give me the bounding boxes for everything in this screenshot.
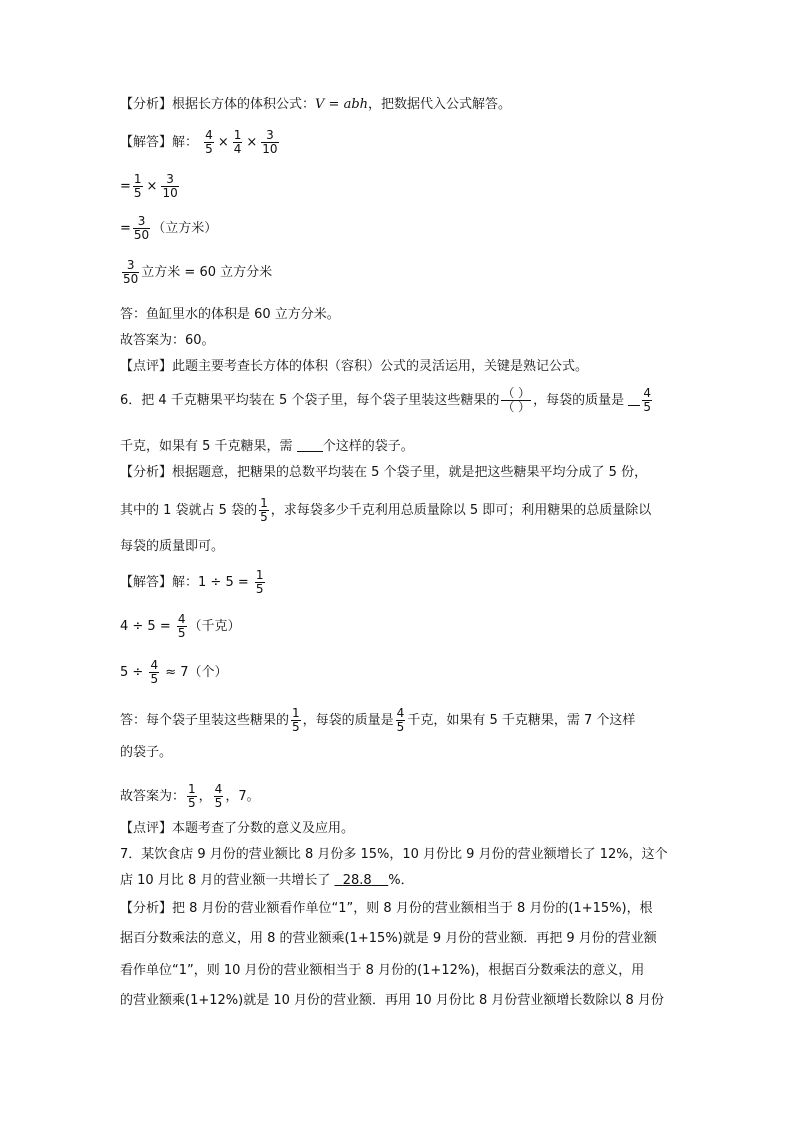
q7-analysis-line4: 的营业额乘(1+12%)就是 10 月份的营业额．再用 10 月份比 8 月份营业额增长数除以 8 月份: [120, 993, 664, 1008]
q6-solution-step1: 【解答】解：1 ÷ 5 = $\frac{1}{5}$: [120, 568, 264, 596]
q6-analysis-line1: 【分析】根据题意，把糖果的总数平均装在 5 个袋子里，就是把这些糖果平均分成了 5 份，: [120, 465, 648, 480]
section-label: 【点评】: [120, 359, 173, 374]
fraction: $\frac{3}{50}$: [123, 258, 139, 286]
fraction: $\frac{1}{5}$: [292, 706, 300, 734]
fraction: $\frac{4}{5}$: [643, 386, 651, 414]
q5-comment: 【点评】此题主要考查长方体的体积（容积）公式的灵活运用，关键是熟记公式。: [120, 359, 589, 374]
fraction: $\frac{1}{5}$: [188, 782, 196, 810]
q7-analysis-line3: 看作单位“1”，则 10 月份的营业额相当于 8 月份的(1+12%)，根据百分数乘法的意义，用: [120, 963, 645, 978]
section-label: 【解答】: [120, 575, 173, 590]
blank-underline: [297, 439, 323, 452]
fraction: $\frac{4}{5}$: [177, 612, 186, 640]
q6-answer: 答：每个袋子里装这些糖果的 $\frac{1}{5}$ ，每袋的质量是 $\frac{4}{5}$ 千克，如果有 5 千克糖果，需 7 个这样: [120, 706, 636, 734]
fraction: $\frac{3}{50}$: [133, 214, 150, 242]
q5-analysis: 【分析】根据长方体的体积公式：V = abh，把数据代入公式解答。: [120, 97, 512, 112]
q5-solution-step1: 【解答】解： $\frac{4}{5}$ × $\frac{1}{4}$ × $\frac{3}{10}$: [120, 128, 278, 156]
q6-final-answer: 故答案为： $\frac{1}{5}$ ， $\frac{4}{5}$ ，7。: [120, 782, 260, 810]
fraction: $\frac{1}{4}$: [233, 128, 242, 156]
q5-final-answer: 故答案为：60。: [120, 333, 215, 348]
section-label: 【分析】: [120, 97, 173, 112]
fraction: $\frac{1}{5}$: [255, 568, 264, 596]
fraction: $\frac{3}{10}$: [162, 172, 178, 200]
q6-analysis-line3: 每袋的质量即可。: [120, 539, 225, 554]
blank-underline: [628, 393, 640, 406]
q5-solution-step3: = $\frac{3}{50}$ （立方米）: [120, 214, 218, 242]
volume-formula: V = abh: [315, 97, 369, 112]
q5-solution-step4: $\frac{3}{50}$ 立方米 = 60 立方分米: [123, 258, 273, 286]
q7-answer: 28.8: [342, 873, 372, 888]
fraction: $\frac{1}{5}$: [133, 172, 142, 200]
q6-comment: 【点评】本题考查了分数的意义及应用。: [120, 821, 355, 836]
q7-analysis-line2: 据百分数乘法的意义，用 8 的营业额乘(1+15%)就是 9 月份的营业额．再把 9 月份的营业额: [120, 931, 657, 946]
q6-question: 6．把 4 千克糖果平均装在 5 个袋子里，每个袋子里装这些糖果的 $\frac{( )}{( )}$ ，每袋的质量是 $\frac{4}{5}$: [120, 386, 651, 414]
fraction: $\frac{1}{5}$: [260, 496, 268, 524]
q7-analysis-line1: 【分析】把 8 月份的营业额看作单位“1”，则 8 月份的营业额相当于 8 月份的(1+15%)，根: [120, 901, 653, 916]
q6-solution-step2: 4 ÷ 5 = $\frac{4}{5}$ （千克）: [120, 612, 241, 640]
q6-answer-cont: 的袋子。: [120, 745, 173, 760]
q7-question-line2: 店 10 月比 8 月的营业额一共增长了 28.8 %．: [120, 873, 414, 888]
fraction: $\frac{3}{10}$: [262, 128, 278, 156]
q5-answer: 答：鱼缸里水的体积是 60 立方分米。: [120, 307, 340, 322]
fraction: $\frac{4}{5}$: [214, 782, 223, 810]
section-label: 【解答】: [120, 135, 173, 150]
fraction: $\frac{4}{5}$: [205, 128, 213, 156]
q6-question-cont: 千克，如果有 5 千克糖果，需 个这样的袋子。: [120, 439, 414, 454]
fraction: $\frac{4}{5}$: [150, 658, 159, 686]
section-label: 【分析】: [120, 465, 173, 480]
fraction: $\frac{4}{5}$: [396, 706, 405, 734]
q6-analysis-line2: 其中的 1 袋就占 5 袋的 $\frac{1}{5}$ ，求每袋多少千克利用总质量除以 5 即可；利用糖果的总质量除以: [120, 496, 652, 524]
q7-question-line1: 7．某饮食店 9 月份的营业额比 8 月份多 15%，10 月份比 9 月份的营业额增长了 12%，这个: [120, 847, 668, 862]
q6-solution-step3: 5 ÷ $\frac{4}{5}$ ≈ 7（个）: [120, 658, 228, 686]
section-label: 【点评】: [120, 821, 173, 836]
q5-solution-step2: = $\frac{1}{5}$ × $\frac{3}{10}$: [120, 172, 178, 200]
section-label: 【分析】: [120, 901, 173, 916]
answer-blank-fraction: $\frac{( )}{( )}$: [502, 386, 531, 414]
